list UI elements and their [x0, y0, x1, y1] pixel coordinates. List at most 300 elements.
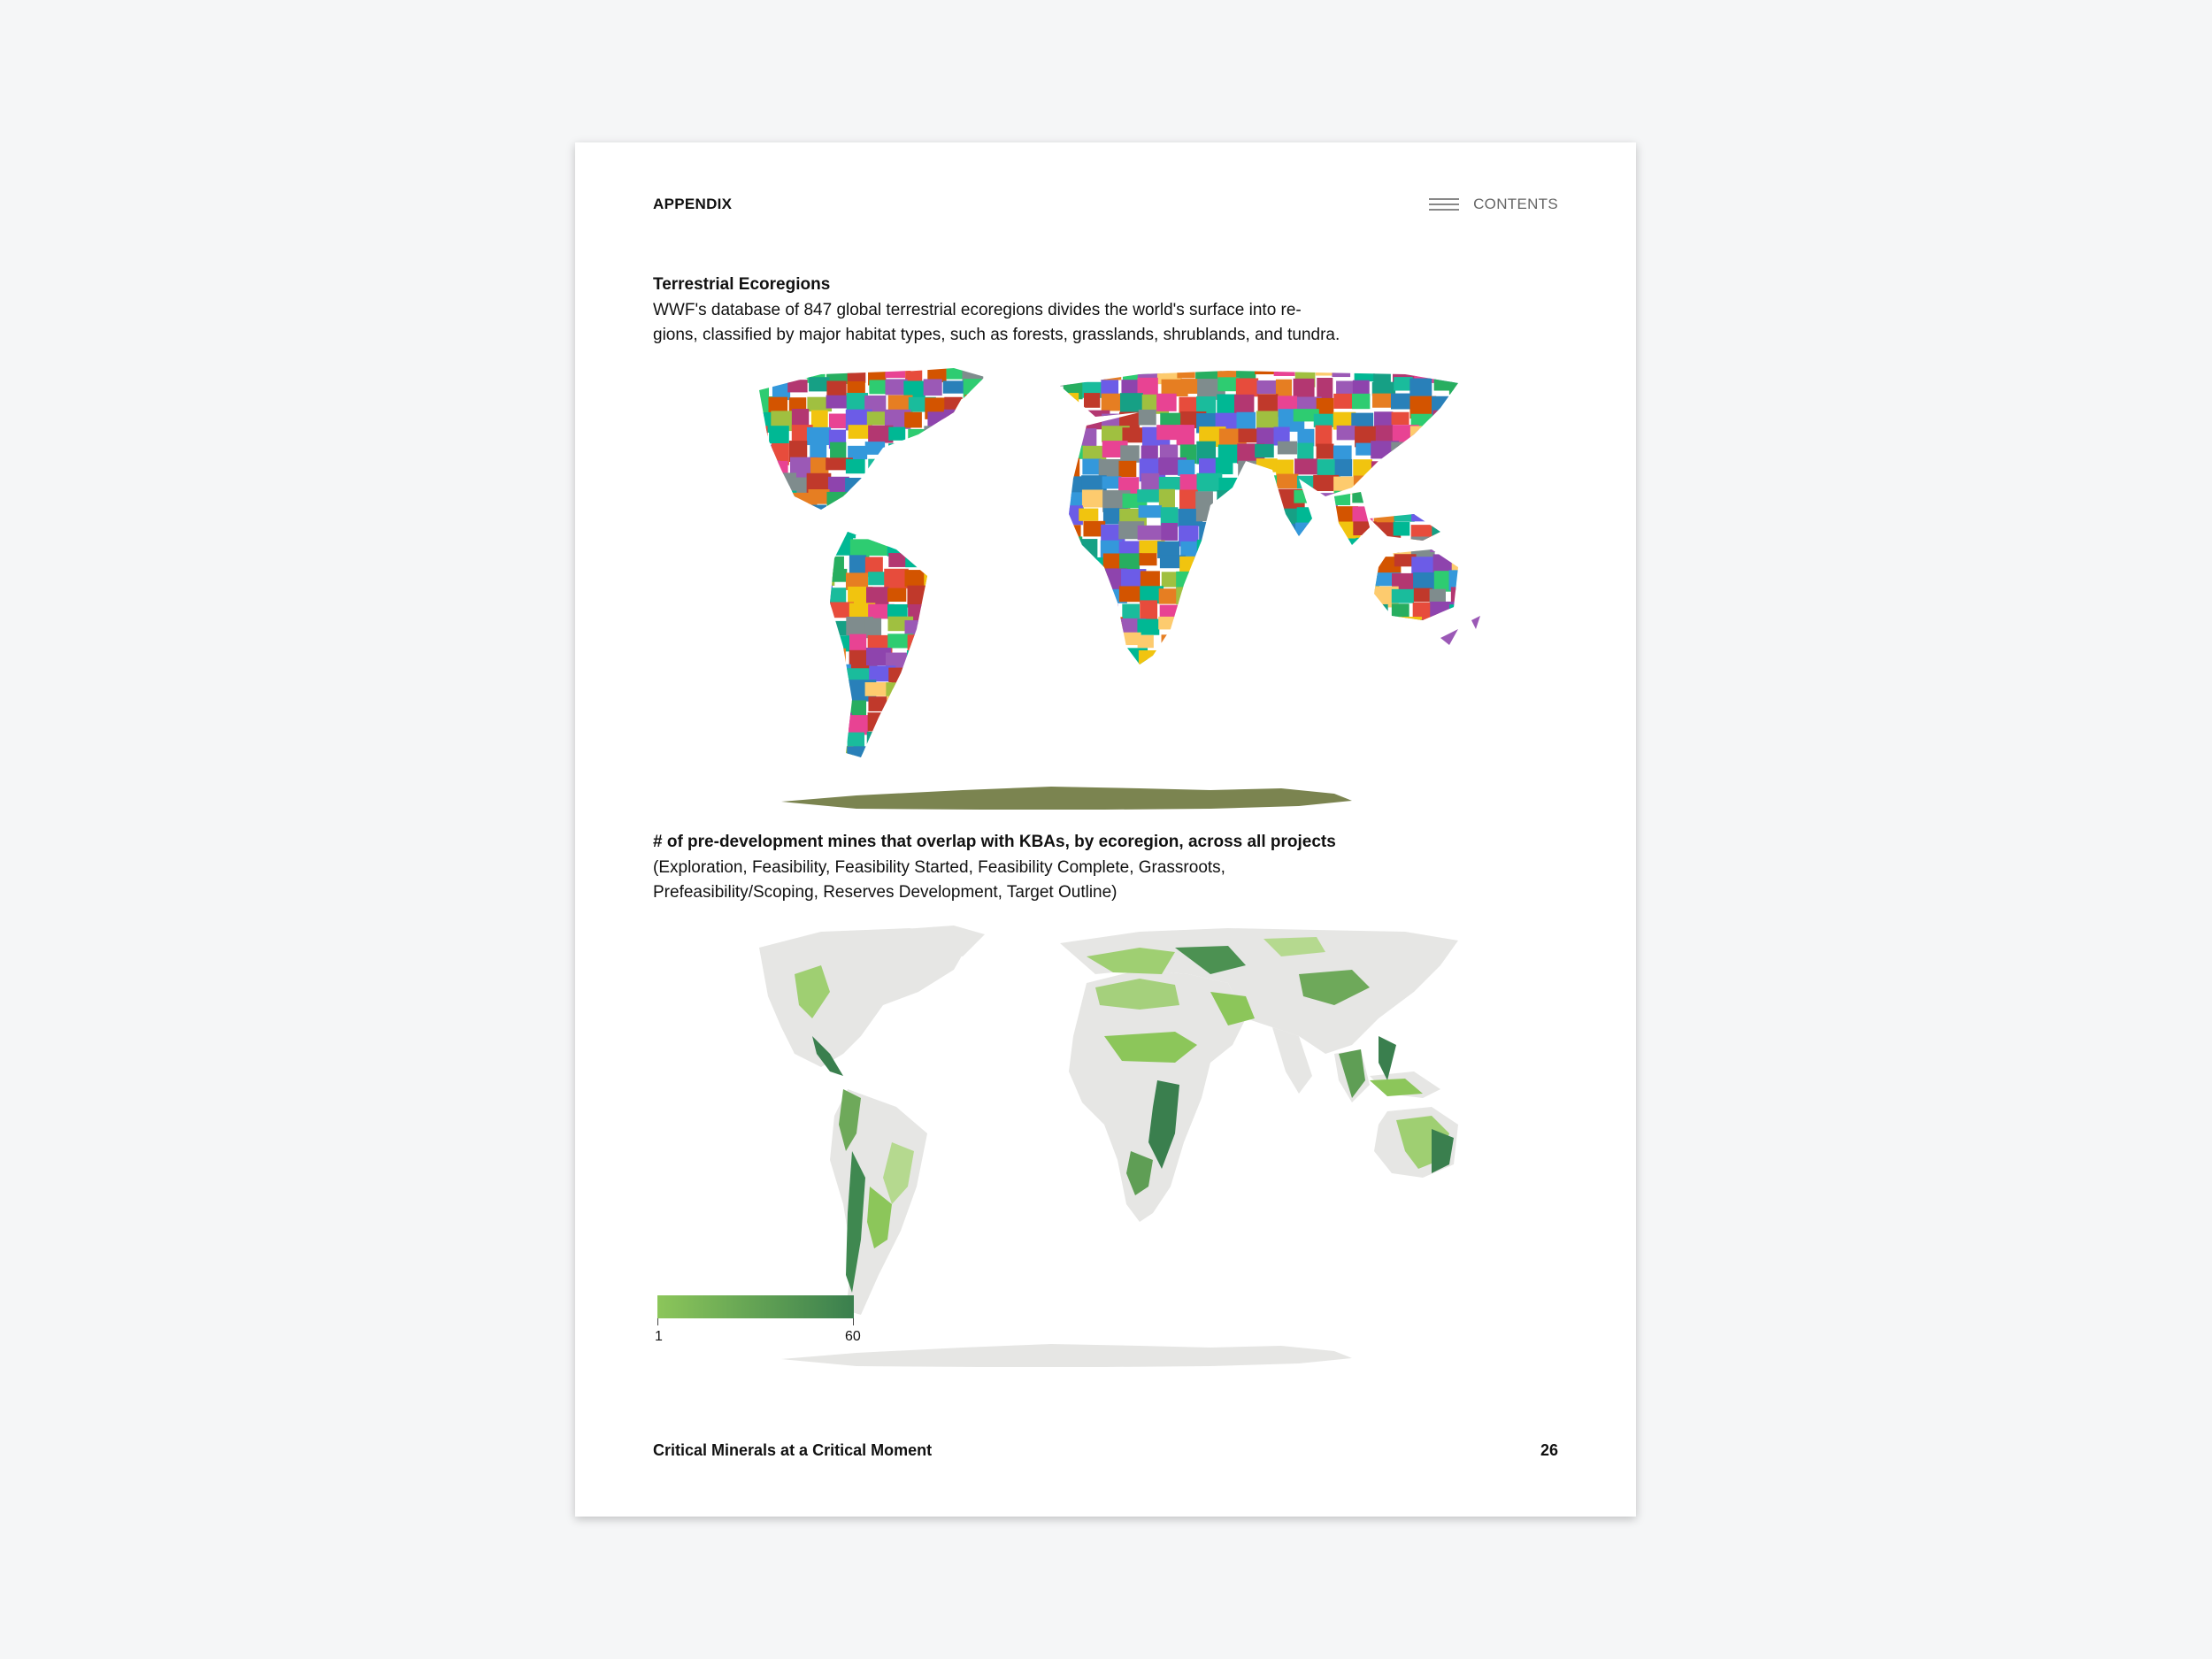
ecoregion-patch: [983, 572, 1010, 593]
ecoregion-patch: [944, 588, 967, 606]
ecoregion-patch: [865, 442, 885, 455]
ecoregion-patch: [1197, 682, 1221, 703]
ecoregion-patch: [887, 696, 913, 715]
ecoregion-patch: [1062, 632, 1082, 644]
ecoregion-patch: [946, 540, 971, 560]
ecoregion-patch: [1453, 762, 1480, 781]
ecoregion-patch: [1449, 604, 1467, 618]
ecoregion-patch: [1352, 490, 1377, 503]
ecoregion-patch: [808, 732, 829, 749]
ecoregion-patch: [1024, 761, 1052, 782]
ecoregion-patch: [1002, 712, 1024, 726]
ecoregion-patch: [1021, 380, 1044, 403]
ecoregion-patch: [1430, 713, 1455, 733]
ecoregion-patch: [1298, 696, 1322, 713]
ecoregion-patch: [986, 474, 1008, 493]
ecoregion-patch: [1140, 696, 1156, 716]
ecoregion-patch: [1021, 396, 1045, 413]
ecoregion-patch: [1121, 668, 1148, 684]
ecoregion-patch: [1433, 493, 1460, 514]
ecoregion-patch: [1201, 664, 1224, 687]
ecoregion-patch: [924, 731, 947, 749]
ecoregion-patch: [1277, 474, 1298, 488]
ecoregion-patch: [830, 442, 846, 458]
ecoregion-patch: [963, 538, 986, 550]
ecoregion-patch: [809, 664, 835, 681]
ecoregion-patch: [1450, 477, 1477, 499]
ecoregion-patch: [771, 571, 796, 587]
ecoregion-patch: [788, 365, 812, 379]
menu-icon: [1429, 198, 1459, 211]
ecoregion-patch: [1276, 604, 1304, 626]
ecoregion-patch: [829, 649, 846, 671]
ecoregion-patch: [1042, 476, 1069, 497]
ecoregion-patch: [925, 621, 944, 634]
ecoregion-patch: [1449, 396, 1466, 409]
ecoregion-patch: [1393, 763, 1412, 784]
ecoregion-patch: [1179, 695, 1203, 713]
ecoregion-patch: [964, 510, 981, 533]
ecoregion-patch: [904, 472, 928, 488]
ecoregion-patch: [885, 364, 905, 378]
ecoregion-patch: [1237, 603, 1261, 620]
ecoregion-patch: [1217, 680, 1240, 696]
ecoregion-patch: [1335, 459, 1353, 476]
ecoregion-patch: [1412, 665, 1430, 686]
ecoregion-patch: [810, 616, 826, 633]
ecoregion-patch: [1353, 668, 1370, 687]
page-number: 26: [1540, 1441, 1558, 1459]
ecoregions-title: Terrestrial Ecoregions: [653, 275, 831, 294]
ecoregion-patch: [906, 507, 924, 527]
ecoregion-patch: [1217, 715, 1235, 737]
ecoregion-patch: [1002, 634, 1018, 651]
ecoregions-line-2: gions, classified by major habitat types, such as forests, grasslands, shrublands, and tundra.: [653, 326, 1340, 344]
ecoregion-patch: [1472, 412, 1497, 434]
ecoregion-patch: [1294, 553, 1319, 568]
ecoregion-patch: [1317, 747, 1334, 770]
ecoregion-patch: [987, 364, 1008, 380]
ecoregion-patch: [946, 711, 964, 728]
ecoregion-patch: [865, 618, 881, 639]
contents-link[interactable]: [1429, 196, 1558, 213]
ecoregion-patch: [1220, 523, 1246, 537]
ecoregion-patch: [1178, 460, 1194, 476]
ecoregion-patch: [1159, 588, 1179, 603]
contents-label: CONTENTS: [1473, 196, 1558, 212]
ecoregion-patch: [1120, 445, 1139, 462]
ecoregion-patch: [1256, 458, 1278, 472]
ecoregion-patch: [1123, 683, 1145, 700]
ecoregion-patch: [1469, 778, 1492, 796]
ecoregion-patch: [1470, 429, 1489, 451]
ecoregion-patch: [750, 523, 768, 541]
ecoregion-patch: [1042, 650, 1063, 664]
ecoregion-patch: [1002, 538, 1025, 557]
legend-max-label: 60: [845, 1329, 861, 1344]
ecoregion-patch: [1060, 728, 1086, 749]
ecoregion-patch: [1064, 413, 1089, 433]
ecoregion-patch: [1453, 779, 1478, 795]
ecoregion-patch: [1040, 620, 1066, 637]
ecoregion-patch: [1354, 681, 1374, 703]
ecoregion-patch: [1391, 716, 1419, 736]
ecoregion-patch: [1413, 444, 1431, 460]
ecoregion-patch: [1353, 552, 1374, 567]
ecoregion-patch: [830, 779, 847, 798]
ecoregion-patch: [927, 585, 949, 600]
ecoregion-patch: [927, 744, 949, 761]
ecoregion-patch: [1469, 665, 1486, 678]
ecoregion-patch: [1062, 554, 1088, 573]
ecoregion-patch: [1276, 380, 1292, 398]
ecoregion-patch: [1041, 747, 1057, 759]
ecoregion-patch: [1084, 714, 1108, 726]
ecoregion-patch: [1236, 378, 1258, 396]
mines-description: [653, 856, 1379, 905]
ecoregion-patch: [927, 649, 949, 665]
ecoregion-patch: [1449, 698, 1477, 719]
ecoregion-patch: [1277, 554, 1293, 568]
ecoregion-patch: [1101, 763, 1123, 785]
ecoregion-patch: [1352, 733, 1371, 750]
ecoregion-patch: [908, 538, 931, 550]
ecoregion-patch: [1138, 732, 1155, 745]
ecoregion-patch: [1005, 600, 1033, 614]
ecoregion-patch: [1041, 394, 1056, 414]
ecoregion-patch: [768, 588, 785, 603]
ecoregion-patch: [1296, 537, 1320, 559]
ecoregion-patch: [1025, 540, 1046, 563]
ecoregion-patch: [1356, 763, 1379, 778]
ecoregion-patch: [1354, 476, 1371, 489]
ecoregion-patch: [772, 714, 791, 726]
ecoregion-patch: [1254, 475, 1278, 488]
ecoregion-patch: [767, 664, 792, 682]
ecoregion-patch: [1313, 729, 1330, 747]
ecoregion-patch: [767, 633, 795, 651]
ecoregion-patch: [1102, 732, 1118, 753]
ecoregion-patch: [864, 508, 893, 523]
ecoregion-patch: [788, 665, 806, 685]
ecoregion-patch: [944, 761, 962, 782]
ecoregion-patch: [1258, 587, 1286, 605]
ecoregion-patch: [1411, 775, 1433, 796]
ecoregion-patch: [1023, 745, 1046, 766]
ecoregion-patch: [810, 572, 834, 586]
ecoregion-patch: [925, 537, 952, 555]
ecoregion-patch: [770, 618, 796, 633]
ecoregion-patch: [1469, 507, 1487, 520]
ecoregion-patch: [1297, 507, 1317, 525]
ecoregion-patch: [1237, 412, 1256, 429]
ecoregion-patch: [1006, 396, 1025, 411]
ecoregion-patch: [809, 505, 826, 520]
ecoregion-patch: [906, 716, 923, 739]
ecoregion-patch: [767, 525, 795, 539]
ecoregion-patch: [983, 745, 1005, 761]
ecoregion-patch: [986, 729, 1004, 744]
ecoregion-patch: [964, 633, 982, 652]
ecoregion-patch: [1371, 461, 1389, 480]
ecoregion-patch: [1080, 604, 1101, 617]
ecoregion-patch: [829, 685, 848, 707]
ecoregion-patch: [982, 634, 1010, 648]
ecoregion-patch: [948, 442, 972, 461]
ecoregion-patch: [1119, 715, 1142, 733]
ecoregion-patch: [1080, 775, 1097, 788]
ecoregion-patch: [751, 619, 771, 634]
ecoregion-patch: [904, 762, 924, 782]
ecoregion-patch: [1197, 540, 1219, 556]
ecoregion-patch: [1024, 425, 1040, 443]
ecoregion-patch: [906, 695, 933, 716]
ecoregion-patch: [1470, 379, 1495, 396]
ecoregion-patch: [1451, 442, 1468, 456]
ecoregion-patch: [1410, 426, 1432, 441]
ecoregion-patch: [1353, 459, 1372, 477]
ecoregion-patch: [1080, 759, 1100, 772]
ecoregion-patch: [947, 488, 963, 504]
ecoregion-patch: [1373, 364, 1391, 385]
ecoregion-patch: [982, 505, 1003, 524]
ecoregion-patch: [831, 537, 853, 555]
ecoregion-patch: [748, 572, 770, 595]
ecoregion-patch: [1258, 507, 1276, 523]
ecoregion-patch: [1453, 666, 1480, 681]
ecoregion-patch: [965, 745, 989, 766]
ecoregion-patch: [1082, 652, 1108, 672]
ecoregion-patch: [787, 727, 808, 743]
ecoregion-patch: [1333, 776, 1349, 793]
ecoregion-patch: [1372, 684, 1401, 697]
ecoregion-patch: [767, 761, 794, 776]
ecoregion-patch: [1239, 618, 1261, 635]
ecoregion-patch: [1157, 761, 1177, 784]
ecoregion-patch: [1079, 509, 1098, 521]
ecoregion-patch: [888, 491, 914, 507]
ecoregion-patch: [1102, 617, 1123, 634]
ecoregion-patch: [1199, 584, 1217, 605]
color-legend: [655, 1295, 861, 1344]
ecoregion-patch: [945, 729, 965, 744]
ecoregion-patch: [926, 696, 954, 710]
ecoregion-patch: [1216, 457, 1233, 474]
ecoregion-patch: [808, 489, 829, 504]
ecoregion-patch: [1336, 603, 1362, 622]
ecoregion-patch: [1084, 393, 1100, 408]
ecoregion-patch: [1236, 538, 1254, 552]
ecoregion-patch: [848, 446, 867, 459]
ecoregion-patch: [1275, 698, 1293, 713]
ecoregion-patch: [1296, 572, 1324, 587]
ecoregion-patch: [1449, 457, 1470, 472]
ecoregion-patch: [908, 526, 934, 544]
ecoregion-patch: [886, 475, 908, 491]
ecoregion-patch: [753, 732, 779, 746]
ecoregion-patch: [1414, 620, 1431, 634]
ecoregion-patch: [1429, 441, 1455, 464]
ecoregion-patch: [787, 380, 807, 392]
ecoregion-patch: [1256, 571, 1280, 588]
ecoregion-patch: [1470, 762, 1495, 784]
ecoregion-patch: [1333, 394, 1354, 409]
ecoregion-patch: [986, 554, 1005, 569]
ecoregion-patch: [924, 521, 949, 539]
ecoregion-patch: [1256, 748, 1279, 764]
ecoregion-patch: [1141, 680, 1165, 696]
ecoregion-patch: [1042, 712, 1062, 727]
ecoregion-patch: [982, 541, 1001, 557]
ecoregion-patch: [847, 761, 872, 780]
ecoregion-patch: [1452, 426, 1478, 446]
ecoregion-patch: [1040, 555, 1057, 568]
ecoregion-patch: [965, 395, 989, 408]
ecoregion-patch: [827, 699, 846, 717]
ecoregion-patch: [1099, 698, 1122, 711]
ecoregion-patch: [889, 744, 909, 759]
ecoregion-patch: [770, 364, 796, 380]
ecoregion-patch: [1354, 775, 1371, 793]
ecoregion-patch: [788, 602, 815, 615]
ecoregion-patch: [1238, 461, 1256, 484]
ecoregion-patch: [1452, 682, 1471, 695]
ecoregion-patch: [1197, 698, 1219, 710]
ecoregion-patch: [811, 537, 833, 557]
ecoregion-patch: [1080, 587, 1101, 604]
ecoregion-patch: [964, 472, 980, 495]
ecoregion-patch: [1333, 557, 1356, 572]
ecoregion-patch: [947, 620, 964, 636]
ecoregion-patch: [865, 473, 887, 488]
ecoregion-patch: [1336, 570, 1361, 589]
ecoregion-patch: [1353, 601, 1371, 615]
ecoregion-patch: [1022, 506, 1040, 518]
ecoregion-patch: [1294, 379, 1315, 398]
ecoregion-patch: [1001, 510, 1017, 525]
ecoregion-patch: [1041, 379, 1059, 401]
ecoregion-patch: [788, 764, 815, 785]
ecoregion-patch: [1355, 364, 1375, 381]
ecoregion-patch: [1316, 569, 1342, 588]
ecoregion-patch: [1180, 635, 1209, 653]
ecoregion-patch: [945, 649, 964, 667]
ecoregion-patch: [770, 504, 792, 520]
ecoregion-patch: [1471, 716, 1497, 729]
ecoregion-patch: [748, 507, 773, 527]
ecoregion-patch: [963, 715, 985, 732]
ecoregion-patch: [924, 572, 943, 595]
ecoregion-patch: [752, 380, 769, 396]
ecoregion-patch: [1354, 585, 1374, 606]
ecoregion-patch: [1472, 539, 1491, 551]
ecoregion-patch: [1276, 569, 1295, 582]
ecoregion-patch: [771, 491, 796, 505]
ecoregion-patch: [1392, 589, 1414, 603]
ecoregion-patch: [1353, 713, 1370, 729]
ecoregion-patch: [924, 379, 942, 396]
ecoregion-patch: [924, 717, 941, 740]
ecoregion-patch: [1256, 653, 1279, 670]
ecoregions-map: [680, 364, 1547, 815]
ecoregion-patch: [1392, 412, 1409, 425]
ecoregion-patch: [1024, 715, 1048, 728]
ecoregion-patch: [1006, 759, 1033, 774]
ecoregion-patch: [1044, 506, 1062, 518]
ecoregion-patch: [964, 652, 989, 666]
ecoregion-patch: [1255, 680, 1275, 692]
ecoregion-patch: [846, 459, 865, 473]
ecoregion-patch: [982, 653, 1002, 672]
ecoregion-patch: [772, 700, 800, 716]
ecoregion-patch: [827, 621, 848, 635]
ecoregion-patch: [947, 557, 971, 580]
ecoregion-patch: [769, 556, 791, 569]
ecoregion-patch: [888, 443, 910, 457]
ecoregion-patch: [1064, 748, 1081, 760]
ecoregion-patch: [1298, 637, 1323, 653]
ecoregion-patch: [748, 586, 765, 608]
ecoregion-patch: [1317, 652, 1340, 669]
ecoregion-patch: [924, 680, 941, 694]
ecoregion-patch: [869, 494, 891, 514]
ecoregion-patch: [1430, 459, 1447, 479]
ecoregion-patch: [1158, 683, 1181, 699]
ecoregion-patch: [1201, 733, 1228, 751]
ecoregion-patch: [1020, 524, 1042, 537]
ecoregion-patch: [1333, 587, 1352, 603]
ecoregion-patch: [1098, 364, 1121, 380]
ecoregion-patch: [787, 509, 814, 526]
ecoregion-patch: [1414, 588, 1432, 603]
ecoregion-patch: [1219, 728, 1246, 743]
ecoregion-patch: [1119, 700, 1139, 716]
ecoregion-patch: [790, 636, 813, 657]
ecoregion-patch: [1375, 714, 1402, 729]
ecoregion-patch: [964, 601, 985, 620]
ecoregion-patch: [748, 697, 765, 712]
ecoregion-patch: [982, 441, 1009, 455]
ecoregion-patch: [1373, 494, 1391, 510]
ecoregion-patch: [1180, 601, 1203, 614]
ecoregion-patch: [1333, 650, 1359, 665]
ecoregion-patch: [1156, 394, 1177, 411]
ecoregion-patch: [1024, 700, 1051, 712]
ecoregion-patch: [982, 667, 1002, 680]
ecoregion-patch: [1415, 473, 1436, 490]
ecoregion-patch: [869, 380, 886, 394]
ecoregion-patch: [771, 537, 797, 550]
ecoregion-patch: [1021, 585, 1040, 606]
ecoregion-patch: [826, 492, 847, 514]
ecoregion-patch: [1217, 667, 1233, 681]
ecoregion-patch: [1161, 523, 1178, 541]
ecoregion-patch: [1237, 522, 1264, 537]
ecoregion-patch: [1313, 508, 1335, 528]
ecoregion-patch: [1316, 633, 1336, 646]
ecoregion-patch: [1197, 556, 1225, 578]
ecoregion-patch: [1176, 666, 1195, 681]
ecoregion-patch: [1063, 393, 1079, 407]
ecoregion-patch: [1004, 730, 1028, 744]
ecoregion-patch: [1430, 743, 1448, 764]
ecoregion-patch: [943, 634, 961, 648]
ecoregion-patch: [769, 426, 789, 443]
ecoregion-patch: [908, 429, 928, 449]
ecoregion-patch: [1063, 446, 1085, 459]
ecoregion-patch: [1451, 526, 1468, 541]
ecoregion-patch: [1470, 522, 1492, 542]
